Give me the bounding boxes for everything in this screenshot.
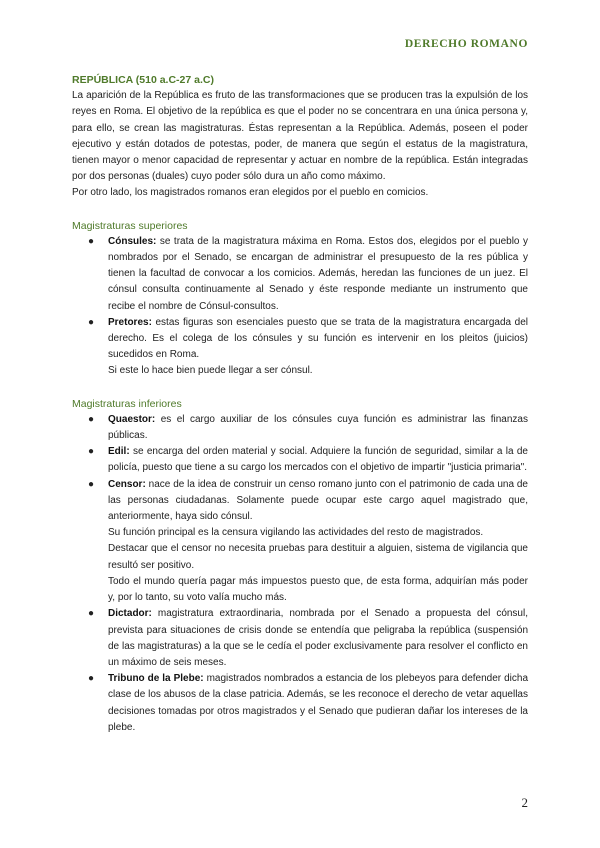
bullet-list-superior — [72, 234, 528, 380]
list-item — [72, 234, 528, 315]
bullet-icon: ● — [88, 478, 95, 490]
bullet-icon: ● — [88, 316, 95, 328]
term: Pretores: — [108, 316, 152, 328]
note: Todo el mundo quería pagar más impuestos puesto que, de esta forma, adquirían más poder y, por lo tanto, su voto valía mucho más. — [108, 575, 528, 604]
bullet-icon: ● — [88, 673, 95, 685]
bullet-icon: ● — [88, 235, 95, 247]
bullet-icon: ● — [88, 608, 95, 620]
note: Su función principal es la censura vigilando las actividades del resto de magistrados. — [108, 527, 484, 539]
term: Dictador: — [108, 608, 152, 620]
list-item — [72, 606, 528, 671]
list-item — [72, 444, 528, 476]
definition: nace de la idea de construir un censo romano junto con el patrimonio de cada una de las personas ciudadanas. Solamente puede ocupar este cargo aquel magistrado que, anteriormente, haya sido cónsul. — [108, 478, 528, 523]
bullet-icon: ● — [88, 446, 95, 458]
document-body — [72, 72, 528, 736]
term: Edil: — [108, 446, 130, 458]
bullet-icon: ● — [88, 413, 95, 425]
list-item — [72, 671, 528, 736]
definition: es el cargo auxiliar de los cónsules cuya función es administrar las finanzas públicas. — [108, 413, 528, 442]
note: Si este lo hace bien puede llegar a ser cónsul. — [108, 365, 313, 377]
section-heading-republic: REPÚBLICA (510 a.C-27 a.C) — [72, 74, 214, 86]
running-header: DERECHO ROMANO — [404, 38, 528, 50]
list-item — [72, 477, 528, 607]
section-heading-inferior: Magistraturas inferiores — [72, 397, 182, 410]
bullet-list-inferior — [72, 412, 528, 736]
definition: se trata de la magistratura máxima en Roma. Estos dos, elegidos por el pueblo y nombrados por el Senado, se encargan de administrar el presupuesto de la res pública y tienen la facultad de convocar a los comicios. Además, heredan las funciones de un juez. El cónsul consulta continuamente al Senado y éste responde mediante un instrumento que recibe el nombre de Cónsul-consultos. — [108, 235, 528, 312]
list-item — [72, 315, 528, 380]
definition: se encarga del orden material y social. Adquiere la función de seguridad, similar a la de policía, puesto que tiene a su cargo los mercados con el objetivo de impartir "justicia primaria". — [108, 446, 528, 474]
term: Tribuno de la Plebe: — [108, 673, 204, 685]
section-heading-superior: Magistraturas superiores — [72, 219, 188, 232]
list-item — [72, 412, 528, 444]
term: Quaestor: — [108, 413, 156, 425]
note: Destacar que el censor no necesita pruebas para destituir a alguien, sistema de vigilancia que resultó ser positivo. — [108, 543, 528, 571]
paragraph: La aparición de la República es fruto de las transformaciones que se producen tras la expulsión de los reyes en Roma. El objetivo de la república es que el poder no se concentrara en una única persona y, para ello, se crean las magistraturas. Éstas representan a la República. Además, poseen el poder ejecutivo y están dotados de potestas, poder, de manera que según el estatus de la magistratura, tienen mayor o menor capacidad de representar y actuar en nombre de la república. Están integradas por dos personas (duales) cuyo poder sólo dura un año como máximo. — [72, 90, 528, 183]
paragraph: Por otro lado, los magistrados romanos eran elegidos por el pueblo en comicios. — [72, 187, 429, 199]
term: Censor: — [108, 478, 146, 490]
definition: magistratura extraordinaria, nombrada por el Senado a propuesta del cónsul, prevista para situaciones de crisis donde se entendía que peligraba la república (suspensión de las magistraturas) a la que se le cedía el poder exclusivamente para resolver el conflicto en un máximo de seis meses. — [108, 608, 528, 668]
definition: magistrados nombrados a estancia de los plebeyos para defender dicha clase de los abusos de la clase patricia. Además, se les reconoce el derecho de vetar aquellas decisiones tomadas por otros magistrados y el Senado que pudieran dañar los intereses de la plebe. — [108, 673, 529, 733]
page-number: 2 — [521, 795, 528, 810]
term: Cónsules: — [108, 235, 157, 247]
definition: estas figuras son esenciales puesto que se trata de la magistratura encargada del derecho. Es el colega de los cónsules y su función es intervenir en los pleitos (juicios) sucedidos en Roma. — [108, 316, 528, 361]
